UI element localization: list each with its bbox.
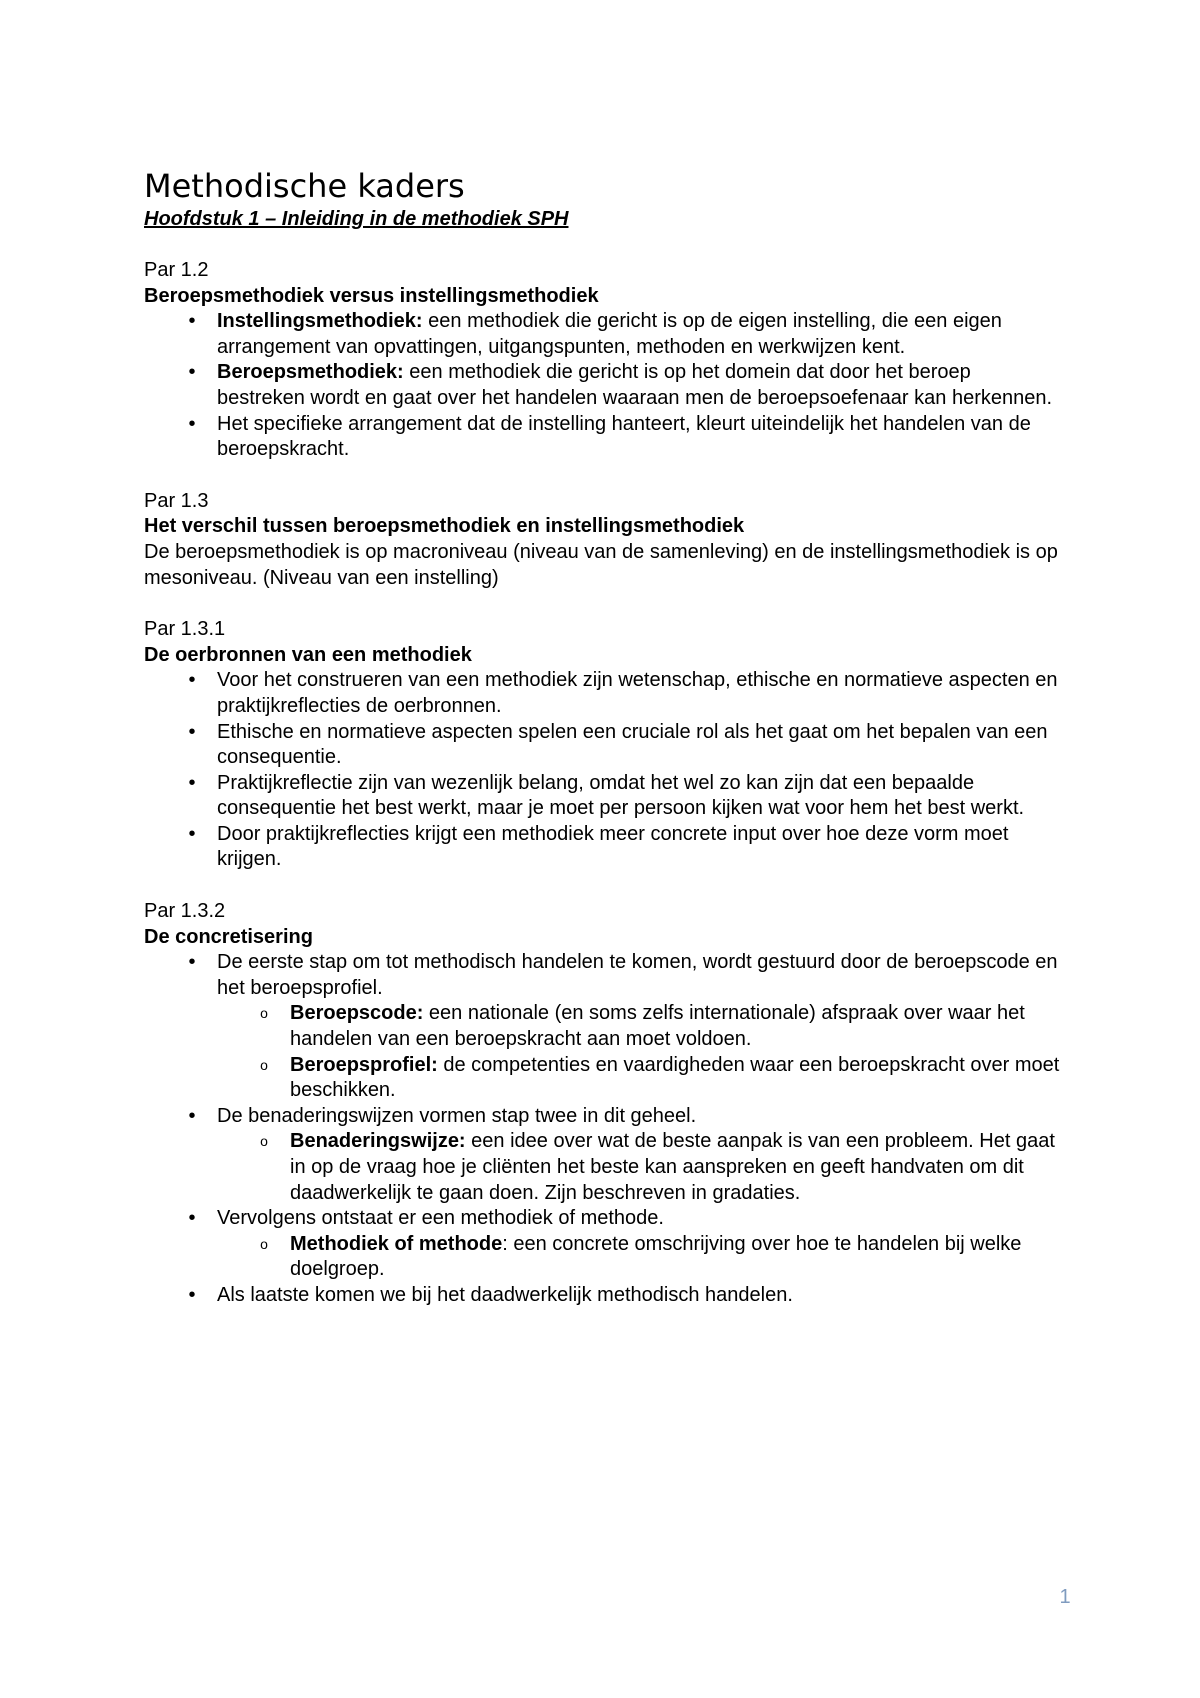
bullet-list bbox=[144, 950, 1064, 1308]
section-heading: Het verschil tussen beroepsmethodiek en instellingsmethodiek bbox=[144, 515, 745, 538]
list-item-term: Instellingsmethodiek: bbox=[217, 310, 423, 333]
par-label: Par 1.3.1 bbox=[144, 618, 226, 641]
sub-list-item bbox=[217, 1053, 1064, 1104]
bullet-icon: • bbox=[188, 720, 196, 743]
list-item-term: Beroepscode: bbox=[290, 1002, 424, 1025]
bullet-icon: • bbox=[188, 412, 196, 435]
document-title: Methodische kaders bbox=[144, 167, 465, 205]
sub-bullet-list bbox=[217, 1001, 1064, 1103]
list-item-text: De benaderingswijzen vormen stap twee in dit geheel. bbox=[217, 1104, 697, 1127]
bullet-icon: • bbox=[188, 951, 196, 974]
par-label: Par 1.3 bbox=[144, 489, 209, 512]
list-item bbox=[144, 950, 1064, 1104]
par-label: Par 1.3.2 bbox=[144, 900, 226, 923]
list-item-text: Door praktijkreflecties krijgt een methodiek meer concrete input over hoe deze vorm moet krijgen. bbox=[217, 822, 1009, 871]
bullet-icon: • bbox=[188, 310, 196, 333]
list-item-text: Als laatste komen we bij het daadwerkelijk methodisch handelen. bbox=[217, 1283, 793, 1306]
list-item-text: De eerste stap om tot methodisch handelen te komen, wordt gestuurd door de beroepscode en het beroepsprofiel. bbox=[217, 951, 1058, 999]
list-item bbox=[144, 1283, 1064, 1309]
list-item-text: Het specifieke arrangement dat de instelling hanteert, kleurt uiteindelijk het handelen van de beroepskracht. bbox=[217, 412, 1031, 461]
list-item-text: een idee over wat de beste aanpak is van een probleem. Het gaat in op de vraag hoe je cliënten het beste kan aanspreken en geeft handvaten om dit daadwerkelijk te gaan doen. Zijn beschreven in gradaties. bbox=[290, 1130, 1055, 1204]
list-item-text: Praktijkreflectie zijn van wezenlijk belang, omdat het wel zo kan zijn dat een bepaalde consequentie het best werkt, maar je moet per persoon kijken wat voor hem het best werkt. bbox=[217, 771, 1025, 820]
sub-bullet-icon: o bbox=[260, 1235, 268, 1252]
list-item-text: een methodiek die gericht is op het domein dat door het beroep bestreken wordt en gaat over het handelen waaraan men de beroepsoefenaar kan herkennen. bbox=[217, 361, 1053, 409]
chapter-subtitle: Hoofdstuk 1 – Inleiding in de methodiek SPH bbox=[144, 208, 569, 230]
list-item bbox=[144, 1104, 1064, 1206]
par-label: Par 1.2 bbox=[144, 259, 209, 281]
page-number: 1 bbox=[1059, 1586, 1071, 1608]
section-heading: Beroepsmethodiek versus instellingsmethodiek bbox=[144, 284, 599, 307]
sub-bullet-list bbox=[217, 1232, 1064, 1283]
list-item bbox=[144, 412, 1064, 463]
document-body bbox=[144, 166, 1064, 1335]
section-par-1-2 bbox=[144, 258, 1064, 463]
list-item-text: de competenties en vaardigheden waar een beroepskracht over moet beschikken. bbox=[290, 1053, 1060, 1102]
sub-bullet-icon: o bbox=[260, 1056, 268, 1073]
bullet-icon: • bbox=[188, 1104, 196, 1127]
list-item bbox=[144, 720, 1064, 771]
bullet-list bbox=[144, 309, 1064, 463]
list-item bbox=[144, 668, 1064, 719]
list-item-text: een methodiek die gericht is op de eigen instelling, die een eigen arrangement van opvattingen, uitgangspunten, methoden en werkwijzen kent. bbox=[217, 310, 1002, 358]
bullet-icon: • bbox=[188, 1207, 196, 1230]
bullet-icon: • bbox=[188, 822, 196, 845]
list-item-term: Beroepsmethodiek: bbox=[217, 361, 404, 384]
section-par-1-3 bbox=[144, 489, 1064, 591]
section-par-1-3-2 bbox=[144, 899, 1064, 1309]
list-item-term: Beroepsprofiel: bbox=[290, 1053, 438, 1076]
bullet-icon: • bbox=[188, 1283, 196, 1306]
list-item bbox=[144, 360, 1064, 411]
list-item-text: Ethische en normatieve aspecten spelen een cruciale rol als het gaat om het bepalen van een consequentie. bbox=[217, 720, 1048, 769]
sub-bullet-list bbox=[217, 1129, 1064, 1206]
bullet-list bbox=[144, 668, 1064, 873]
section-par-1-3-1 bbox=[144, 617, 1064, 873]
sub-list-item bbox=[217, 1129, 1064, 1206]
bullet-icon: • bbox=[188, 669, 196, 692]
bullet-icon: • bbox=[188, 361, 196, 384]
list-item-text: een nationale (en soms zelfs internationale) afspraak over waar het handelen van een beroepskracht aan moet voldoen. bbox=[290, 1002, 1025, 1051]
section-heading: De concretisering bbox=[144, 925, 313, 948]
bullet-icon: • bbox=[188, 771, 196, 794]
list-item bbox=[144, 1206, 1064, 1283]
section-paragraph: De beroepsmethodiek is op macroniveau (niveau van de samenleving) en de instellingsmethodiek is op mesoniveau. (Niveau van een instelling) bbox=[144, 540, 1058, 589]
list-item-text: : een concrete omschrijving over hoe te handelen bij welke doelgroep. bbox=[290, 1232, 1022, 1281]
list-item bbox=[144, 771, 1064, 822]
sub-bullet-icon: o bbox=[260, 1133, 268, 1150]
section-heading: De oerbronnen van een methodiek bbox=[144, 643, 472, 666]
sub-bullet-icon: o bbox=[260, 1005, 268, 1022]
list-item-term: Methodiek of methode bbox=[290, 1232, 503, 1255]
list-item bbox=[144, 822, 1064, 873]
sub-list-item bbox=[217, 1232, 1064, 1283]
list-item-text: Voor het construeren van een methodiek zijn wetenschap, ethische en normatieve aspecten en praktijkreflecties de oerbronnen. bbox=[217, 669, 1058, 717]
list-item-term: Benaderingswijze: bbox=[290, 1130, 466, 1153]
sub-list-item bbox=[217, 1001, 1064, 1052]
list-item bbox=[144, 309, 1064, 360]
list-item-text: Vervolgens ontstaat er een methodiek of methode. bbox=[217, 1207, 664, 1230]
